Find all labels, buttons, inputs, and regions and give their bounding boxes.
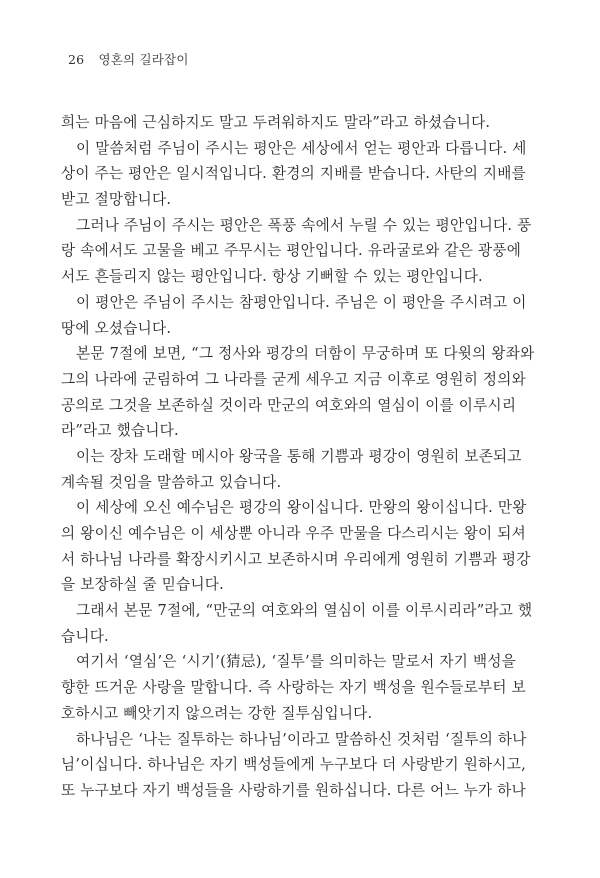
text-line: 그래서 본문 7절에, “만군의 여호와의 열심이 이를 이루시리라”라고 했 — [76, 602, 533, 620]
text-line: 습니다. — [61, 627, 109, 645]
text-line: 본문 7절에 보면, “그 정사와 평강의 더함이 무궁하며 또 다윗의 왕좌와 — [76, 345, 535, 363]
text-line: 그의 나라에 군림하여 그 나라를 굳게 세우고 지금 이후로 영원히 정의와 — [61, 370, 526, 388]
text-line: 호하시고 빼앗기지 않으려는 강한 질투심입니다. — [61, 704, 373, 722]
body-text — [61, 110, 545, 804]
text-line: 서 하나님 나라를 확장시키시고 보존하시며 우리에게 영원히 기쁨과 평강 — [61, 550, 531, 568]
book-title: 영혼의 길라잡이 — [98, 52, 189, 67]
text-line: 을 보장하실 줄 믿습니다. — [61, 576, 225, 594]
text-line: 라”라고 했습니다. — [61, 422, 179, 440]
text-line: 이 평안은 주님이 주시는 참평안입니다. 주님은 이 평안을 주시려고 이 — [76, 293, 527, 311]
text-line: 이 세상에 오신 예수님은 평강의 왕이십니다. 만왕의 왕이십니다. 만왕 — [76, 499, 527, 517]
text-line: 향한 뜨거운 사랑을 말합니다. 즉 사랑하는 자기 백성을 원수들로부터 보 — [61, 679, 526, 697]
page-number: 26 — [68, 52, 85, 67]
text-line: 하나님은 ‘나는 질투하는 하나님’이라고 말씀하신 것처럼 ‘질투의 하나 — [76, 730, 527, 748]
text-line: 희는 마음에 근심하지도 말고 두려워하지도 말라”라고 하셨습니다. — [61, 114, 491, 131]
text-line: 여기서 ‘열심’은 ‘시기’(猜忌), ‘질투’를 의미하는 말로서 자기 백성을 — [76, 653, 517, 671]
text-line: 받고 절망합니다. — [61, 191, 172, 209]
text-line: 계속될 것임을 말씀하고 있습니다. — [61, 473, 282, 491]
text-line: 이는 장차 도래할 메시아 왕국을 통해 기쁨과 평강이 영원히 보존되고 — [76, 447, 522, 465]
text-line: 서도 흔들리지 않는 평안입니다. 항상 기뻐할 수 있는 평안입니다. — [61, 268, 483, 286]
running-header — [68, 50, 189, 68]
text-line: 의 왕이신 예수님은 이 세상뿐 아니라 우주 만물을 다스리시는 왕이 되셔 — [61, 525, 526, 542]
text-line: 님’이십니다. 하나님은 자기 백성들에게 누구보다 더 사랑받기 원하시고, — [61, 756, 526, 774]
text-line: 또 누구보다 자기 백성들을 사랑하기를 원하십니다. 다른 어느 누가 하나 — [61, 781, 526, 799]
text-line: 공의로 그것을 보존하실 것이라 만군의 여호와의 열심이 이를 이루시리 — [61, 396, 517, 414]
text-line: 상이 주는 평안은 일시적입니다. 환경의 지배를 받습니다. 사탄의 지배를 — [61, 165, 526, 183]
text-line: 땅에 오셨습니다. — [61, 319, 172, 337]
text-line: 랑 속에서도 고물을 베고 주무시는 평안입니다. 유라굴로와 같은 광풍에 — [61, 242, 522, 260]
text-line: 그러나 주님이 주시는 평안은 폭풍 속에서 누릴 수 있는 평안입니다. 풍 — [76, 216, 532, 234]
text-line: 이 말씀처럼 주님이 주시는 평안은 세상에서 얻는 평안과 다릅니다. 세 — [76, 139, 527, 157]
